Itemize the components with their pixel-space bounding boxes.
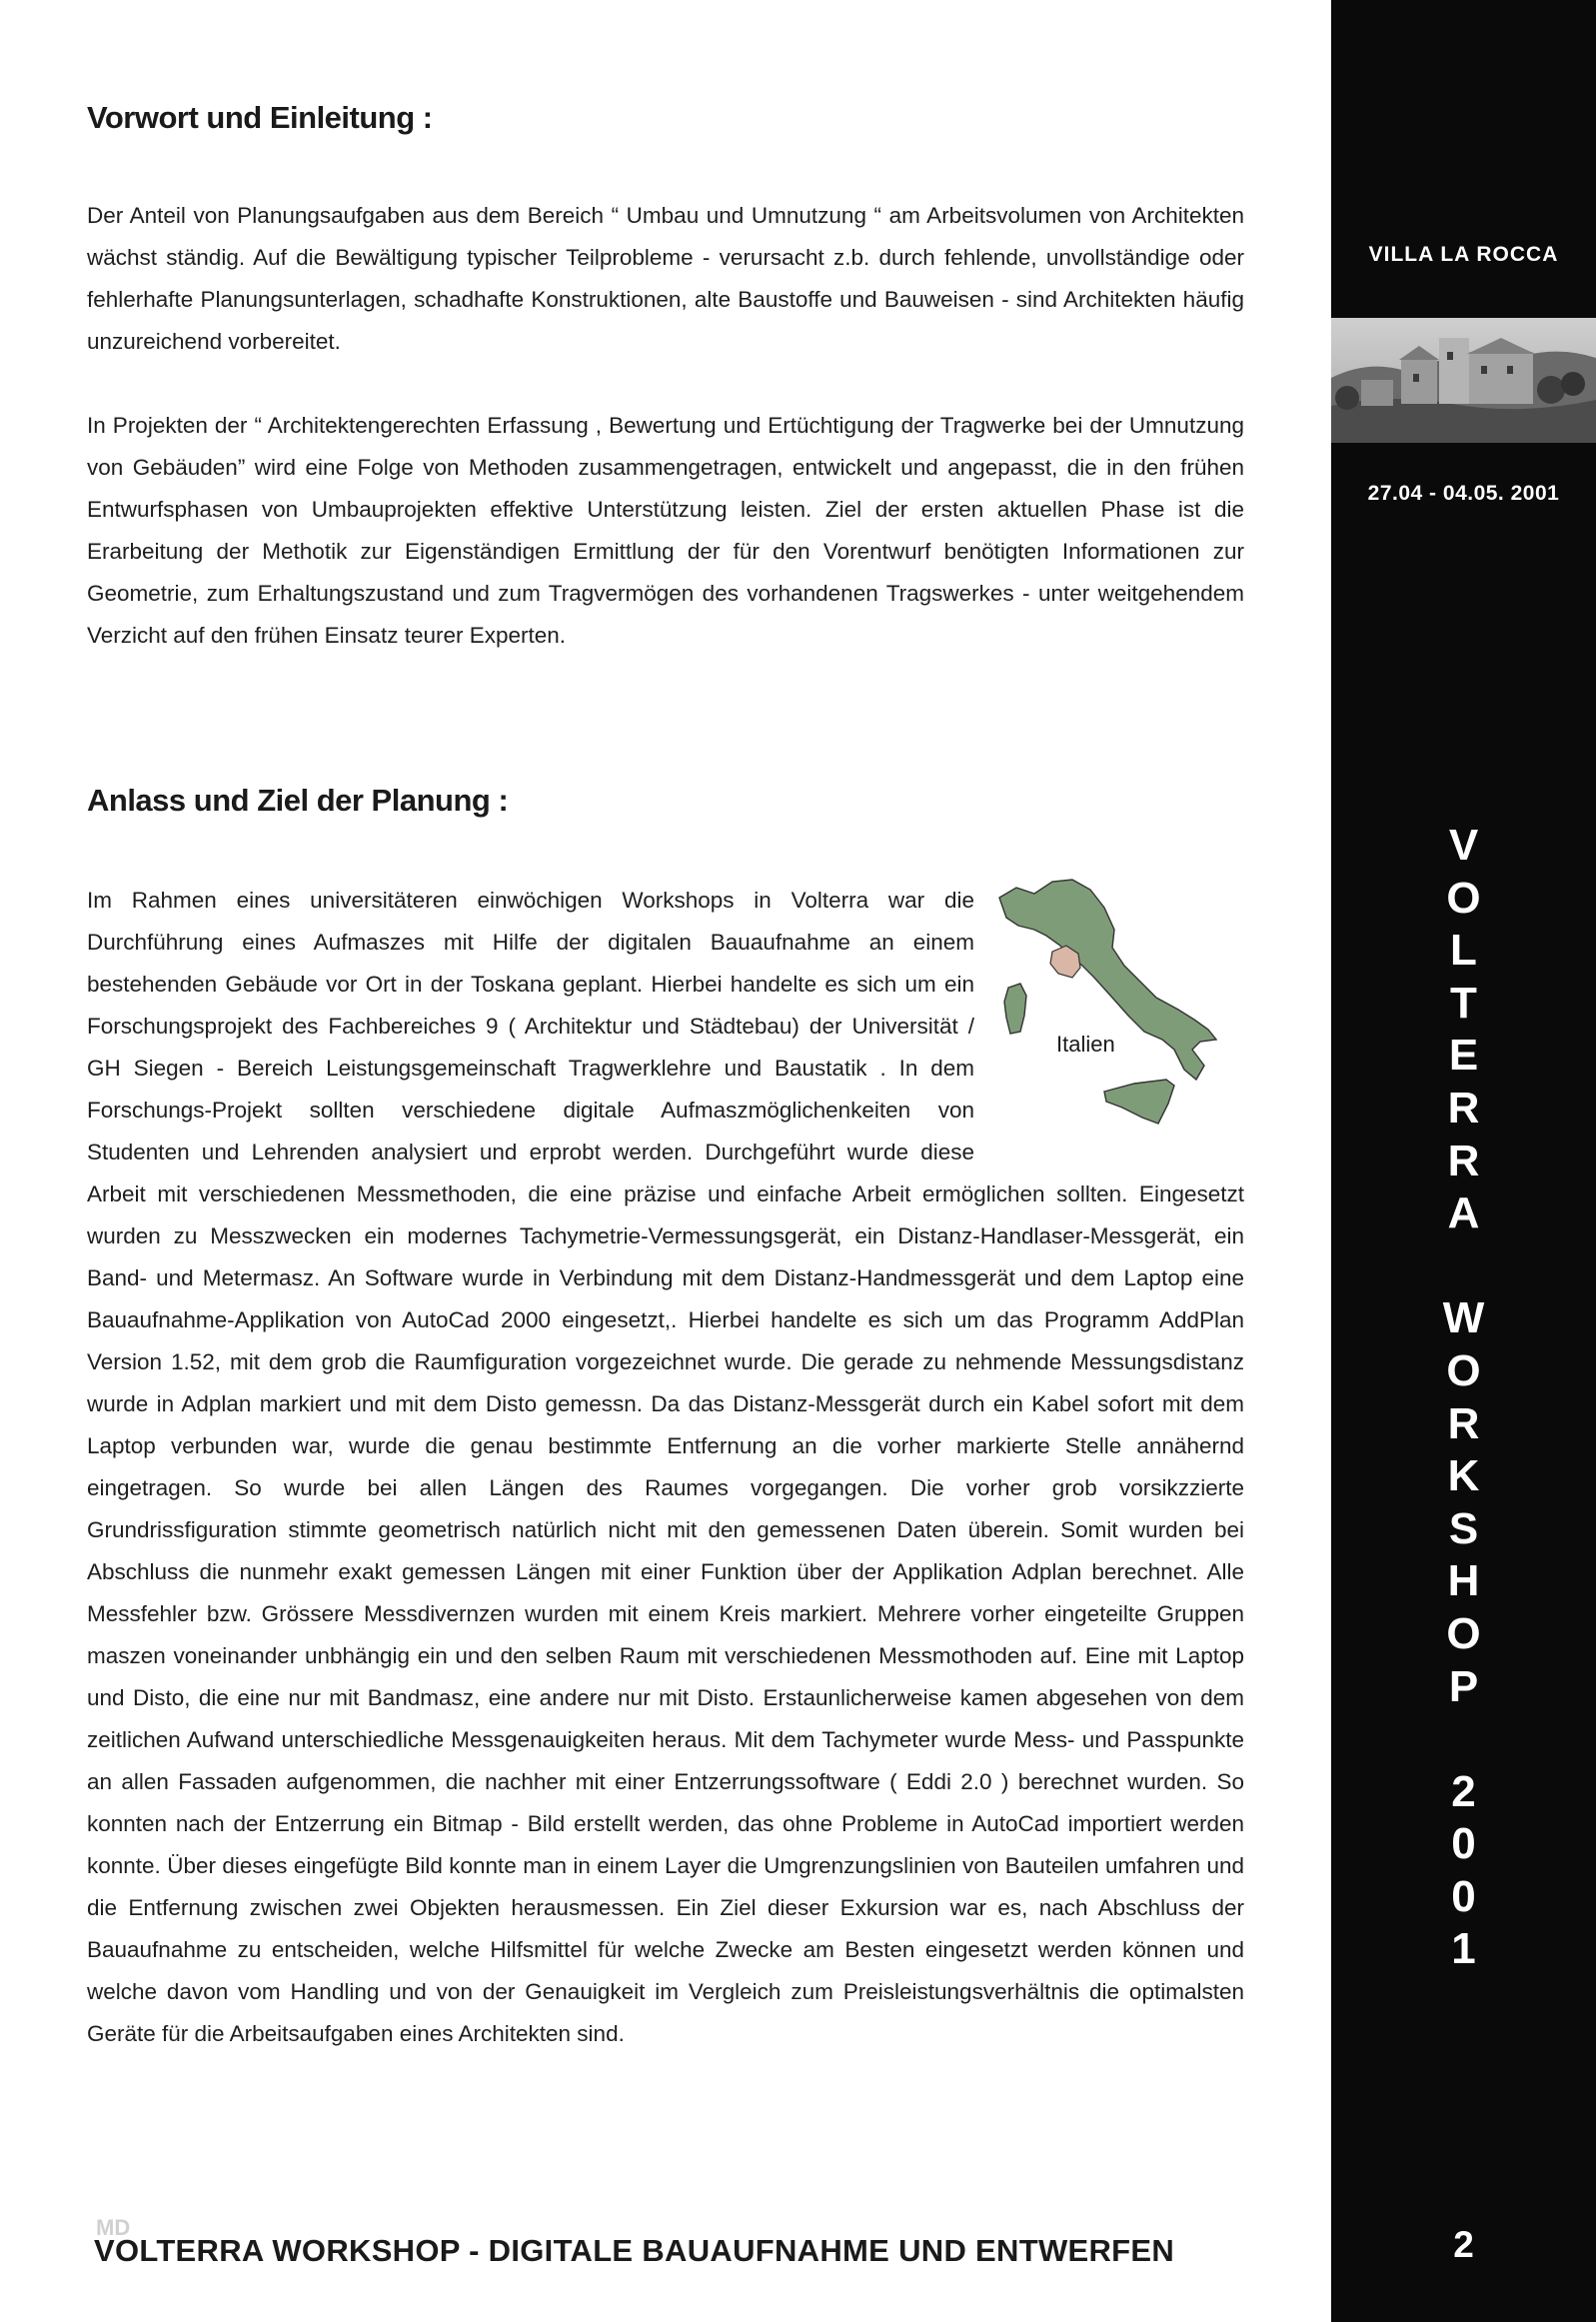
sidebar-date: 27.04 - 04.05. 2001 bbox=[1367, 482, 1560, 505]
page-number: 2 bbox=[1453, 2224, 1474, 2265]
vertical-letter: W bbox=[1442, 1293, 1485, 1343]
vertical-letter: E bbox=[1448, 1031, 1479, 1081]
footer-watermark: MD bbox=[96, 2215, 131, 2240]
map-label-italien: Italien bbox=[1056, 1032, 1115, 1057]
vertical-letter: O bbox=[1446, 873, 1481, 923]
vertical-letter: 0 bbox=[1451, 1871, 1476, 1921]
vertical-letter: R bbox=[1447, 1398, 1480, 1448]
vertical-letter: 0 bbox=[1451, 1819, 1476, 1869]
paragraph-anlass-text: Im Rahmen eines universitäteren einwöchigen Workshops in Volterra war die Durchführung eines Aufmaszes mit Hilfe der digitalen Bauaufnahme an einem bestehenden Gebäude vor Ort in der Toskana geplant. Hierbei handelte es sich um ein Forschungsprojekt des Fachbereiches 9 ( Architektur und Städtebau) der Universität / GH Siegen - Bereich Leistungsgemeinschaft Tragwerklehre und Baustatik . In dem Forschungs-Projekt sollten verschiedene digitale Aufmaszmöglichenkeiten von Studenten und Lehrenden analysiert und erprobt werden. Durchgeführt wurde diese Arbeit mit verschiedenen Messmethoden, die eine präzise und einfache Arbeit ermöglichen sollten. Eingesetzt wurden zu Messzwecken ein modernes Tachymetrie-Vermessungsgerät, ein Distanz-Handlaser-Messgerät, ein Band- und Metermasz. An Software wurde in Verbindung mit dem Distanz-Handmessgerät und dem Laptop eine Bauaufnahme-Applikation von AutoCad 2000 eingesetzt,. Hierbei handelte es sich um das Programm AddPlan Version 1.52, mit dem grob die Raumfiguration vorgezeichnet wurde. Die gerade zu nehmende Messungsdistanz wurde in Adplan markiert und mit dem Disto gemessn. Da das Distanz-Messgerät durch ein Kabel sofort mit dem Laptop verbunden war, wurde die genau bestimmte Entfernung an die vorher markierte Stelle annähernd eingetragen. So wurde bei allen Längen des Raumes vorgegangen. Die vorher grob vorsikzzierte Grundrissfiguration stimmte geometrisch natürlich nicht mit den gemessenen Daten überein. Somit wurden bei Abschluss die nunmehr exakt gemessen Längen mit einer Funktion über der Applikation Adplan berechnet. Alle Messfehler bzw. Grössere Messdivernzen wurden mit einem Kreis markiert. Mehrere vorher eingeteilte Gruppen maszen voneinander unbhängig ein und den selben Raum mit verschiedenen Messmothoden auf. Eine mit Laptop und Disto, die eine nur mit Bandmasz, eine andere nur mit Disto. Erstaunlicherweise kamen abgesehen von dem zeitlichen Aufwand unterschiedliche Messgenauigkeiten heraus. Mit dem Tachymeter wurde Mess- und Passpunkte an allen Fassaden aufgenommen, die nachher mit einer Entzerrungssoftware ( Eddi 2.0 ) berechnet wurden. So konnten nach der Entzerrung ein Bitmap - Bild erstellt werden, das ohne Probleme in AutoCad importiert werden konnte. Über dieses eingefügte Bild konnte man in einem Layer die Umgrenzungslinien von Bauteilen umfahren und die Entfernung zwischen zwei Objekten herausmessen. Ein Ziel dieser Exkursion war es, nach Abschluss der Bauaufnahme zu entscheiden, welche Hilfsmittel für welche Zwecke am Besten eingesetzt werden können und welche davon vom Handling und von der Genauigkeit im Vergleich zum Preisleistungsverhältnis die optimalsten Geräte für die Arbeitsaufgaben eines Architekten sind. bbox=[87, 888, 1244, 2046]
vertical-letter: L bbox=[1450, 926, 1477, 976]
sicily-island bbox=[1104, 1080, 1174, 1124]
vertical-letter: S bbox=[1448, 1503, 1479, 1553]
vertical-letter: T bbox=[1450, 978, 1477, 1028]
vertical-letter: 2 bbox=[1451, 1766, 1476, 1816]
vertical-letter: A bbox=[1447, 1188, 1480, 1238]
vertical-letter: P bbox=[1448, 1661, 1479, 1711]
vertical-title bbox=[1331, 820, 1596, 1976]
vertical-letter: R bbox=[1447, 1136, 1480, 1185]
paragraph-anlass bbox=[87, 880, 1244, 2055]
paragraph-vorwort-2: In Projekten der “ Architektengerechten Erfassung , Bewertung und Ertüchtigung der Tragwerke bei der Umnutzung von Gebäuden” wird eine Folge von Methoden zusammengetragen, entwickelt und angepasst, die in den frühen Entwurfsphasen von Umbauprojekten effektive Unterstützung leisten. Ziel der ersten aktuellen Phase ist die Erarbeitung der Methotik zur Eigenständigen Ermittlung der für den Vorentwurf benötigten Informationen zur Geometrie, zum Erhaltungszustand und zum Tragvermögen des vorhandenen Tragswerkes - unter weitgehendem Verzicht auf den frühen Einsatz teurer Experten. bbox=[87, 413, 1244, 648]
sardinia-island bbox=[1004, 984, 1026, 1034]
villa-photo-graphic bbox=[1331, 318, 1596, 443]
section-heading-anlass: Anlass und Ziel der Planung : bbox=[87, 783, 509, 818]
villa-photo bbox=[1331, 318, 1596, 443]
vertical-letter: 1 bbox=[1451, 1924, 1476, 1974]
sidebar-title: VILLA LA ROCCA bbox=[1368, 243, 1559, 266]
vertical-letter: V bbox=[1448, 821, 1479, 870]
vertical-letter: O bbox=[1446, 1345, 1481, 1395]
footer-title: VOLTERRA WORKSHOP - DIGITALE BAUAUFNAHME UND ENTWERFEN bbox=[94, 2233, 1175, 2268]
paragraph-vorwort-1: Der Anteil von Planungsaufgaben aus dem Bereich “ Umbau und Umnutzung “ am Arbeitsvolumen von Architekten wächst ständig. Auf die Bewältigung typischer Teilprobleme - verursacht z.b. durch fehlende, unvollständige oder fehlerhafte Planungsunterlagen, schadhafte Konstruktionen, alte Baustoffe und Bauweisen - sind Architekten häufig unzureichend vorbereitet. bbox=[87, 203, 1244, 354]
vertical-letter: O bbox=[1446, 1608, 1481, 1658]
vertical-letter: K bbox=[1447, 1451, 1480, 1501]
vertical-letter: R bbox=[1447, 1083, 1480, 1133]
sidebar bbox=[1331, 0, 1596, 2322]
italy-map bbox=[994, 870, 1244, 1138]
italy-map-graphic bbox=[994, 870, 1244, 1138]
section-heading-vorwort: Vorwort und Einleitung : bbox=[87, 100, 433, 135]
vertical-letter: H bbox=[1447, 1556, 1480, 1606]
